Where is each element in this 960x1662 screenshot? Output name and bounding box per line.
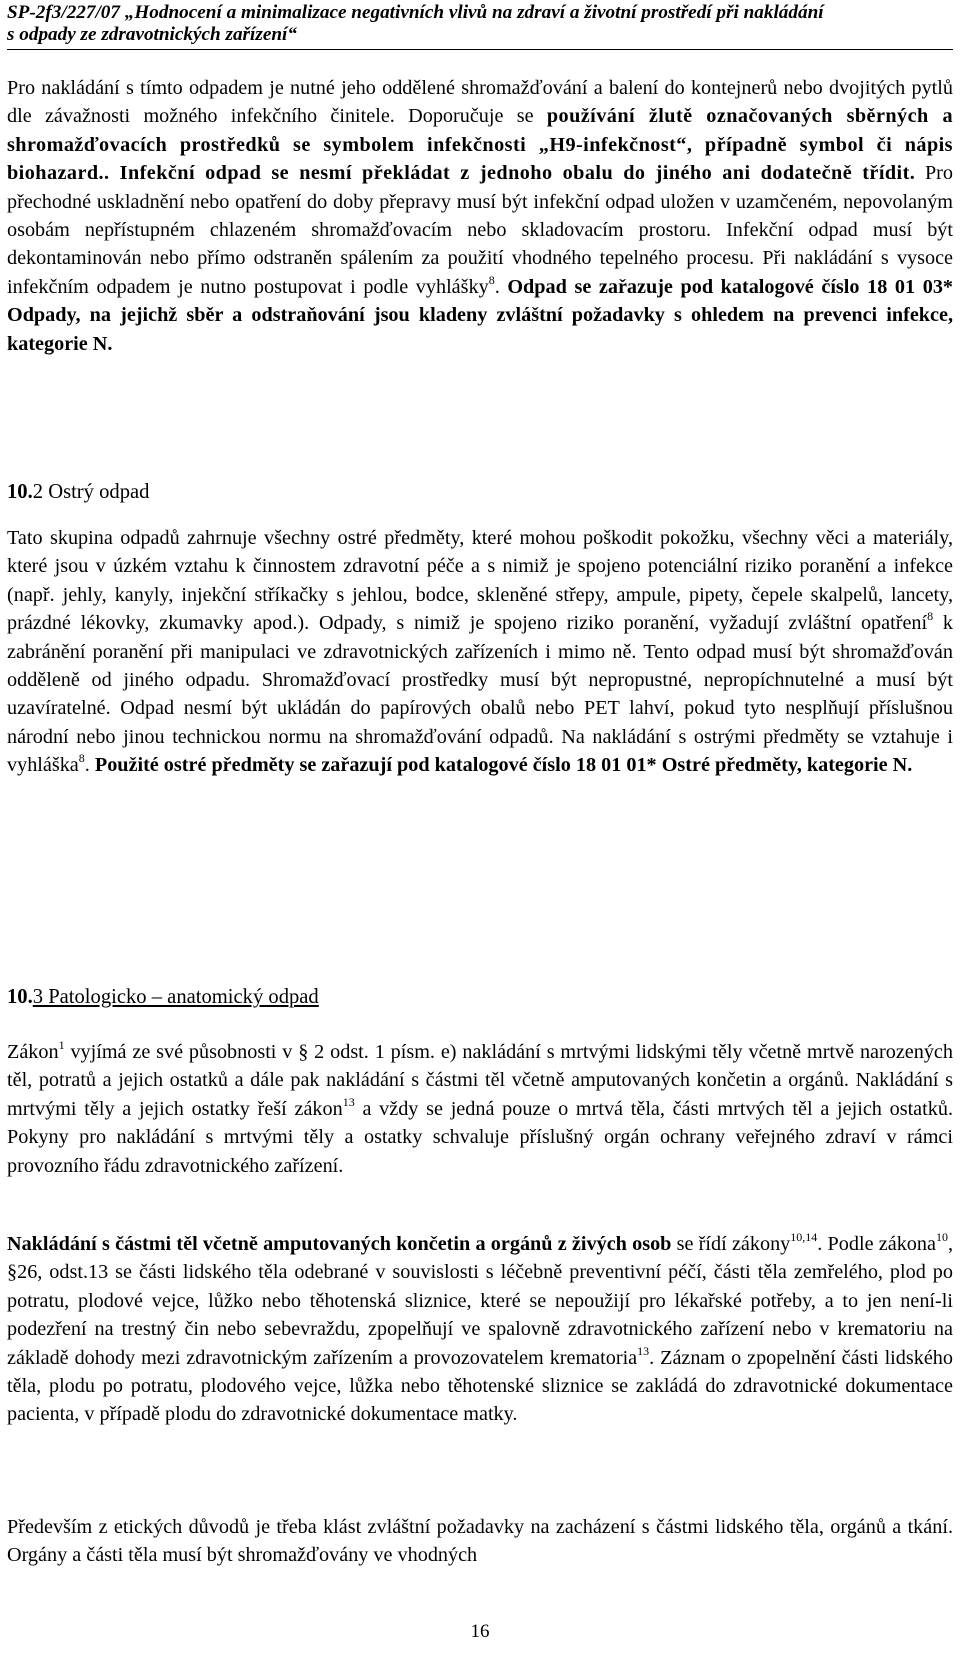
footnote-ref: 8: [488, 272, 495, 287]
section-heading-sharp-waste: 10.2 Ostrý odpad: [7, 481, 150, 503]
paragraph-infectious-waste: Pro nakládání s tímto odpadem je nutné jeho oddělené shromažďování a balení do kontejnerů nebo dvojitých pytlů dle závažnosti možného infekčního činitele. Doporučuje se používání žlutě označovaných sběrných a shromažďovacích prostředků se symbolem infekčnosti „H9-infekčnost“, případně symbol či nápis biohazard.. Infekční odpad se nesmí překládat z jednoho obalu do jiného ani dodatečně třídit. Pro přechodné uskladnění nebo opatření do doby přepravy musí být infekční odpad uložen v uzamčeném, nepovolaným osobám nepřístupném chlazeném shromažďovacím nebo skladovacím prostoru. Infekční odpad musí být dekontaminován nebo přímo odstraněn spálením za použití vhodného tepelného procesu. Při nakládání s vysoce infekčním odpadem je nutno postupovat i podle vyhlášky$^8$. Odpad se zařazuje pod katalogové číslo 18 01 03* Odpady, na jejichž sběr a odstraňování jsou kladeny zvláštní požadavky s ohledem na prevenci infekce, kategorie N.: [7, 77, 954, 355]
footnote-ref: 10,14: [790, 1230, 818, 1244]
section-heading-pathological-waste: 10.3 Patologicko – anatomický odpad: [7, 986, 319, 1008]
footnote-ref: 10: [935, 1230, 948, 1244]
header-line-1: SP-2f3/227/07 „Hodnocení a minimalizace negativních vlivů na zdraví a životní prostředí při nakládání: [7, 2, 824, 23]
running-header: [7, 2, 953, 50]
paragraph-body-parts: Nakládání s částmi těl včetně amputovaných končetin a orgánů z živých osob se řídí zákony$^{10,14}$. Podle zákona$^{10}$, §26, odst.13 se části lidského těla odebrané v souvislosti s léčebně preventivní péčí, části těla zemřelého, plod po potratu, plodové vejce, lůžko nebo těhotenská sliznice, které se nepoužijí pro lékařské potřeby, a to jen není-li podezření na trestný čin nebo sebevraždu, zpopelňují ve spalovně zdravotnického zařízení nebo v krematoriu na základě dohody mezi zdravotnickým zařízením a provozovatelem krematoria$^{13}$. Záznam o zpopelnění části lidského těla, plodu po potratu, plodového vejce, lůžka nebo těhotenské sliznice se zakládá do zdravotnické dokumentace pacienta, v případě plodu do zdravotnické dokumentace matky.: [7, 1230, 953, 1426]
footnote-ref: 1: [58, 1038, 65, 1052]
paragraph-sharp-waste: Tato skupina odpadů zahrnuje všechny ostré předměty, které mohou poškodit pokožku, všechny věci a materiály, které jsou v úzkém vztahu k činnostem zdravotní péče a s nimiž je spojeno potenciální riziko poranění a infekce (např. jehly, kanyly, injekční stříkačky s jehlou, bodce, skleněné střepy, ampule, pipety, čepele skalpelů, lancety, prázdné lékovky, zkumavky apod.). Odpady, s nimiž je spojeno riziko poranění, vyžadují zvláštní opatření$^8$ k zabránění poranění při manipulaci ve zdravotnických zařízeních i mimo ně. Tento odpad musí být shromažďován odděleně od jiného odpadu. Shromažďovací prostředky musí být nepropustné, nepropíchnutelné a musí být uzavíratelné. Odpad nesmí být ukládán do papírových obalů nebo PET lahví, pokud tyto nesplňují příslušnou národní nebo jinou technickou normu na shromažďování odpadů. Na nakládání s ostrými předměty se vztahuje i vyhláška$^8$. Použité ostré předměty se zařazují pod katalogové číslo 18 01 01* Ostré předměty, kategorie N.: [7, 527, 953, 777]
footnote-ref: 8: [927, 609, 934, 624]
footnote-ref: 13: [637, 1343, 650, 1358]
paragraph-pathological-law: Zákon$^1$ vyjímá ze své působnosti v § 2 odst. 1 písm. e) nakládání s mrtvými lidskými těly včetně mrtvě narozených těl, potratů a jejich ostatků a dále pak nakládání s částmi těl včetně amputovaných končetin a orgánů. Nakládání s mrtvými těly a jejich ostatky řeší zákon$^{13}$ a vždy se jedná pouze o mrtvá těla, části mrtvých těl a jejich ostatků. Pokyny pro nakládání s mrtvými těly a ostatky schvaluje příslušný orgán ochrany veřejného zdraví v rámci provozního řádu zdravotnického zařízení.: [7, 1038, 953, 1177]
page-number: 16: [470, 1621, 490, 1642]
footnote-ref: 13: [342, 1094, 355, 1109]
footnote-ref: 8: [78, 751, 85, 766]
header-line-2: s odpady ze zdravotnických zařízení“: [7, 24, 297, 45]
paragraph-ethics: Především z etických důvodů je třeba klást zvláštní požadavky na zacházení s částmi lidského těla, orgánů a tkání. Orgány a části těla musí být shromažďovány ve vhodných: [7, 1516, 953, 1567]
